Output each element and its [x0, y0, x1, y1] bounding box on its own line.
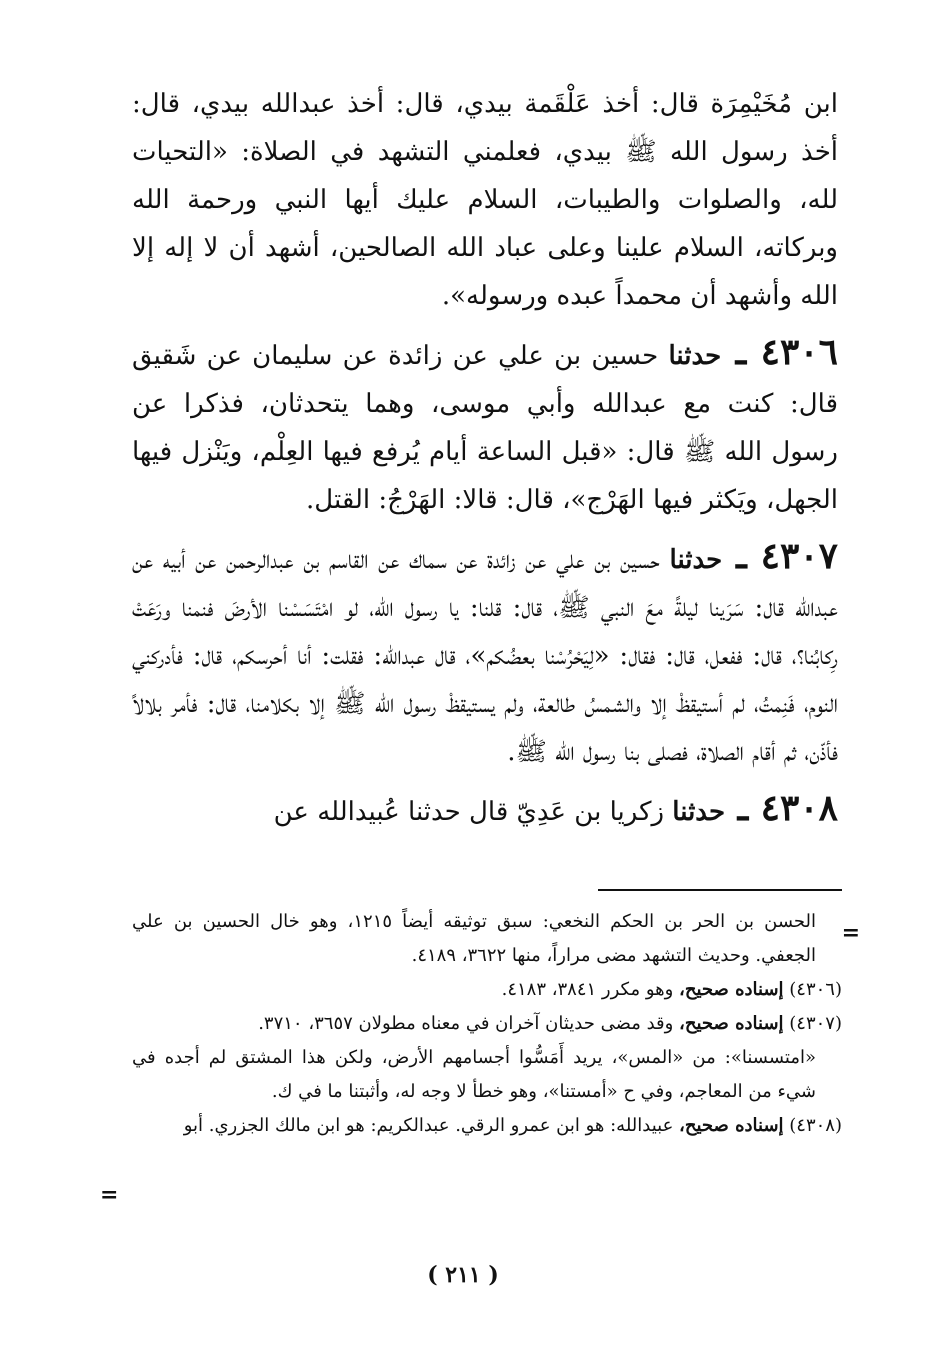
hadith-4308	[132, 784, 838, 836]
footnote-separator	[598, 889, 842, 891]
hadith-number: ٤٣٠٨	[760, 787, 838, 829]
footnote-4307	[132, 1007, 842, 1041]
hadith-text: حسين بن علي عن زائدة عن سماك عن القاسم بن عبدالرحمن عن أبيه عن عبدالله قال: سَرَينا ليلةً معَ النبي ﷺ، قال: قلنا: يا رسول الله، لو امْتَسَسْنا الأرضَ فنمنا ورَعَتْ رِكابُنا؟، قال: ففعل، قال: فقال: «لِيَحْرُسْنا بعضُكم»، قال عبدالله: فقلت: أنا أحرسكم، قال: فأدركني النوم، فَنِمتُ، لم أستيقظْ إلا والشمسُ طالعة، ولم يستيقظْ رسول الله ﷺ إلا بكلامنا، قال: فأمر بلالاً فأذّن، ثم أقام الصلاة، فصلى بنا رسول الله ﷺ.	[132, 545, 838, 767]
footnote-continuation: الحسن بن الحر بن الحكم النخعي: سبق توثيقه أيضاً ١٢١٥، وهو خال الحسين بن علي الجعفي. وحديث التشهد مضى مراراً، منها ٣٦٢٢، ٤١٨٩.	[132, 911, 816, 966]
footnotes	[132, 905, 842, 1143]
page-number: ( ٢١١ )	[427, 1262, 499, 1288]
footnote-4307-gloss	[132, 1041, 842, 1109]
footnote-text: وقد مضى حديثان آخران في معناه مطولان ٣٦٥٧، ٣٧١٠.	[258, 1013, 680, 1034]
footnote-4308	[132, 1109, 842, 1143]
hadith-dash: ـ	[722, 535, 761, 577]
main-text	[132, 80, 838, 844]
hadith-keyword: حدثنا	[668, 341, 722, 371]
footnote-4306	[132, 973, 842, 1007]
hadith-text: زكريا بن عَدِيّ قال حدثنا عُبيدالله عن	[273, 797, 673, 827]
footnote-label: إسناده صحيح،	[679, 979, 784, 1000]
hadith-dash: ـ	[725, 787, 761, 829]
hadith-number: ٤٣٠٦	[760, 331, 838, 373]
hadith-keyword: حدثنا	[669, 545, 723, 575]
hadith-number: ٤٣٠٧	[760, 535, 838, 577]
continuation-mark: =	[841, 920, 860, 946]
footnote-ref: (٤٣٠٦)	[789, 979, 842, 1000]
footnote-text: «امتسسنا»: من «المس»، يريد أَمَسُّوا أجسامهم الأرض، ولكن هذا المشتق لم أجده في شيء من المعاجم، وفي ح «أمستنا»، وهو خطأ لا وجه له، وأثبتنا ما في ك.	[132, 1047, 816, 1102]
footnote-ref: (٤٣٠٨)	[789, 1115, 842, 1136]
hadith-4307	[132, 532, 838, 776]
footnote-text: عبيدالله: هو ابن عمرو الرقي. عبدالكريم: هو ابن مالك الجزري. أبو	[183, 1115, 680, 1136]
hadith-keyword: حدثنا	[672, 797, 726, 827]
footnote-label: إسناده صحيح،	[679, 1013, 784, 1034]
top-paragraph: ابن مُخَيْمِرَة قال: أخذ عَلْقَمة بيدي، قال: أخذ عبدالله بيدي، قال: أخذ رسول الله ﷺ بيدي، فعلمني التشهد في الصلاة: «التحيات لله، والصلوات والطيبات، السلام عليك أيها النبي ورحمة الله وبركاته، السلام علينا وعلى عباد الله الصالحين، أشهد أن لا إله إلا الله وأشهد أن محمداً عبده ورسوله».	[132, 89, 838, 311]
footnote-ref: (٤٣٠٧)	[789, 1013, 842, 1034]
hadith-4306	[132, 328, 838, 524]
hadith-text: حسين بن علي عن زائدة عن سليمان عن شَقيق قال: كنت مع عبدالله وأبي موسى، وهما يتحدثان، فذكرا عن رسول الله ﷺ قال: «قبل الساعة أيام يُرفع فيها العِلْم، ويَنْزل فيها الجهل، ويَكثر فيها الهَرْج»، قال: قالا: الهَرْجُ: القتل.	[132, 341, 838, 515]
hadith-dash: ـ	[721, 331, 761, 373]
footnote-text: وهو مكرر ٣٨٤١، ٤١٨٣.	[501, 979, 680, 1000]
footnote-label: إسناده صحيح،	[679, 1115, 784, 1136]
trailing-continuation-mark: =	[100, 1182, 119, 1208]
